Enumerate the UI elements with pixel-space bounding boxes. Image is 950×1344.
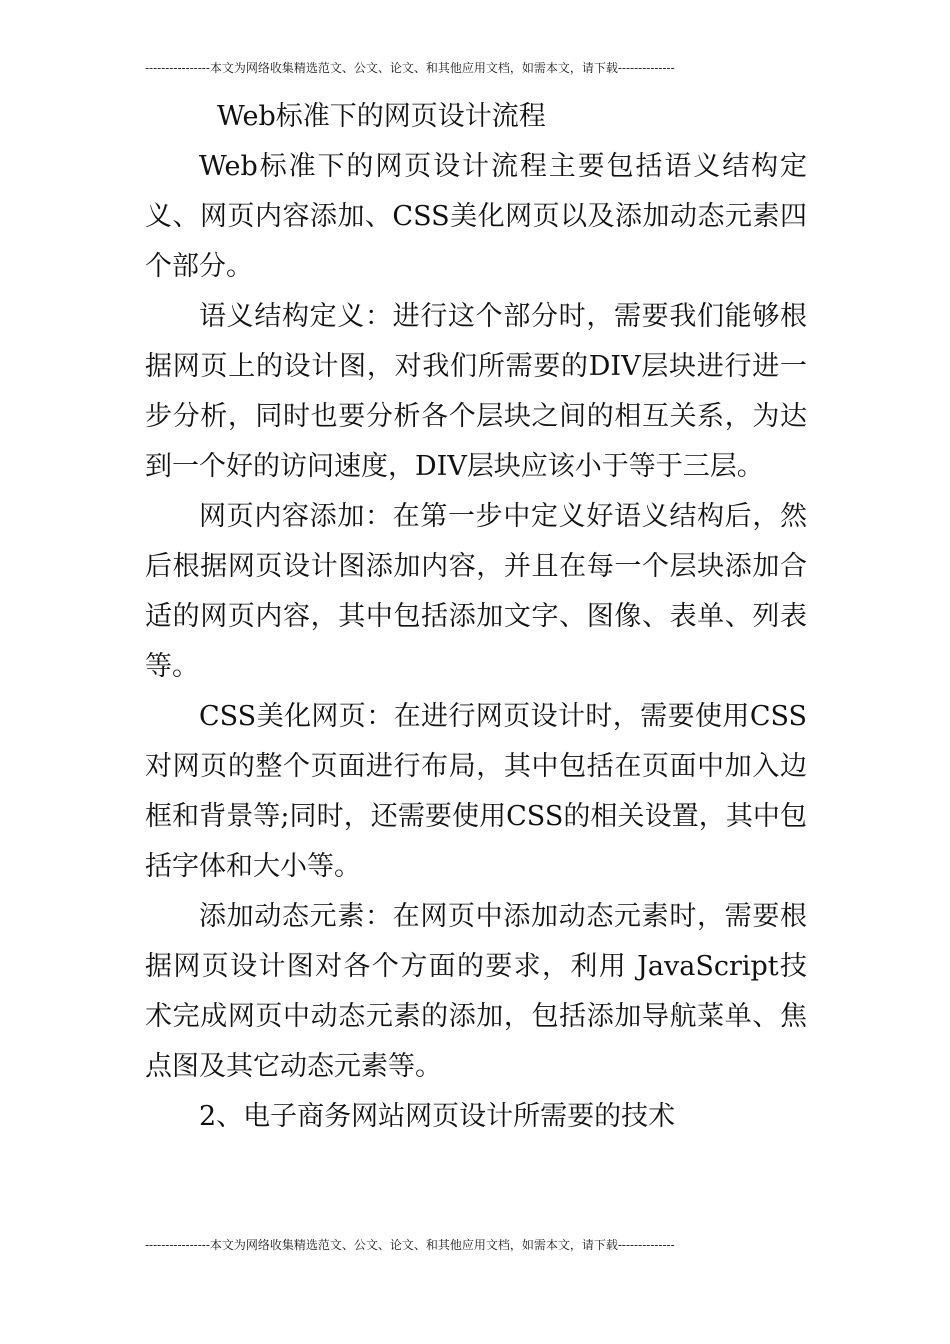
section-heading: 2、电子商务网站网页设计所需要的技术 [199, 1101, 676, 1132]
page-footer: ----------------本文为网络收集精选范文、公文、论文、和其他应用文档，如需本文，请下载-------------- [145, 1238, 675, 1252]
page-header: ----------------本文为网络收集精选范文、公文、论文、和其他应用文档，如需本文，请下载-------------- [145, 61, 675, 75]
paragraph-content-adding: 网页内容添加：在第一步中定义好语义结构后，然后根据网页设计图添加内容，并且在每一个层块添加合适的网页内容，其中包括添加文字、图像、表单、列表等。 [145, 501, 807, 682]
paragraph-semantic-structure: 语义结构定义：进行这个部分时，需要我们能够根据网页上的设计图，对我们所需要的DIV层块进行进一步分析，同时也要分析各个层块之间的相互关系，为达到一个好的访问速度，DIV层块应该小于等于三层。 [145, 301, 807, 482]
paragraph-css-styling: CSS美化网页：在进行网页设计时，需要使用CSS对网页的整个页面进行布局，其中包括在页面中加入边框和背景等;同时，还需要使用CSS的相关设置，其中包括字体和大小等。 [145, 701, 807, 882]
document-title: Web标准下的网页设计流程 [217, 101, 546, 132]
paragraph-dynamic-elements: 添加动态元素：在网页中添加动态元素时，需要根据网页设计图对各个方面的要求，利用 JavaScript技术完成网页中动态元素的添加，包括添加导航菜单、焦点图及其它动态元素等。 [145, 901, 807, 1082]
document-body [145, 92, 807, 1142]
paragraph-overview: Web标准下的网页设计流程主要包括语义结构定义、网页内容添加、CSS美化网页以及添加动态元素四个部分。 [145, 151, 807, 282]
